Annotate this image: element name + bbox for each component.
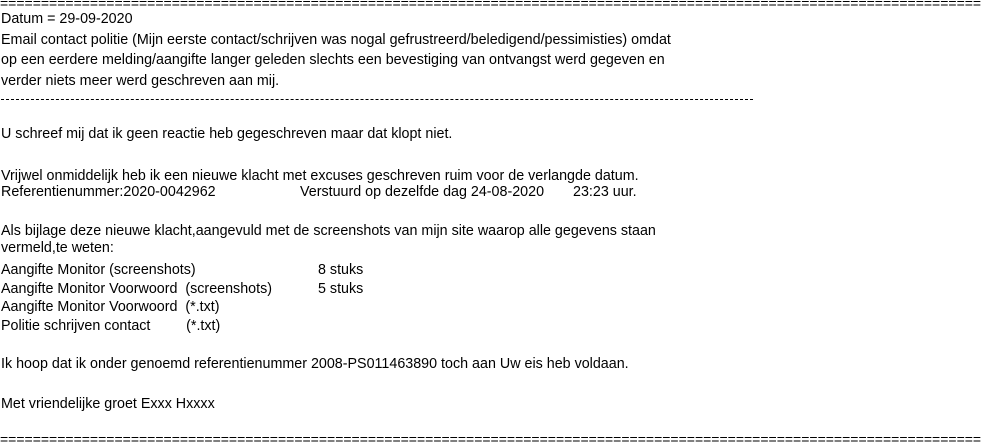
attachment-name-4: Politie schrijven contact (*.txt) — [1, 318, 221, 334]
attachment-intro-line-1: Als bijlage deze nieuwe klacht,aangevuld met de screenshots van mijn site waarop alle gegevens staan — [1, 223, 656, 239]
date-line: Datum = 29-09-2020 — [1, 11, 133, 27]
sent-time: 23:23 uur. — [573, 184, 637, 200]
attachment-count-2: 5 stuks — [318, 281, 364, 297]
attachment-name-1: Aangifte Monitor (screenshots) — [1, 262, 196, 278]
intro-line-3: verder niets meer werd geschreven aan mij. — [1, 73, 280, 89]
sent-date: Verstuurd op dezelfde dag 24-08-2020 — [300, 184, 545, 200]
intro-line-1: Email contact politie (Mijn eerste contact/schrijven was nogal gefrustreerd/beledigend/pessimisties) omdat — [1, 32, 671, 48]
bottom-double-rule: ======================================================================================================================== — [0, 431, 981, 447]
top-double-rule: ======================================================================================================================== — [0, 0, 981, 11]
paragraph-new-complaint: Vrijwel onmiddelijk heb ik een nieuwe klacht met excuses geschreven ruim voor de verlangde datum. — [1, 168, 639, 184]
attachment-intro-line-2: vermeld,te weten: — [1, 240, 114, 256]
attachment-name-3: Aangifte Monitor Voorwoord (*.txt) — [1, 299, 220, 315]
paragraph-reaction: U schreef mij dat ik geen reactie heb gegeschreven maar dat klopt niet. — [1, 126, 453, 142]
attachment-name-2: Aangifte Monitor Voorwoord (screenshots) — [1, 281, 272, 297]
intro-line-2: op een eerdere melding/aangifte langer geleden slechts een bevestiging van ontvangst werd gegeven en — [1, 52, 665, 68]
reference-number: Referentienummer:2020-0042962 — [1, 184, 216, 200]
closing-greeting: Met vriendelijke groet Exxx Hxxxx — [1, 396, 215, 412]
paragraph-hope: Ik hoop dat ik onder genoemd referentienummer 2008-PS011463890 toch aan Uw eis heb voldaan. — [1, 356, 629, 372]
dashed-separator — [1, 99, 753, 100]
attachment-count-1: 8 stuks — [318, 262, 364, 278]
